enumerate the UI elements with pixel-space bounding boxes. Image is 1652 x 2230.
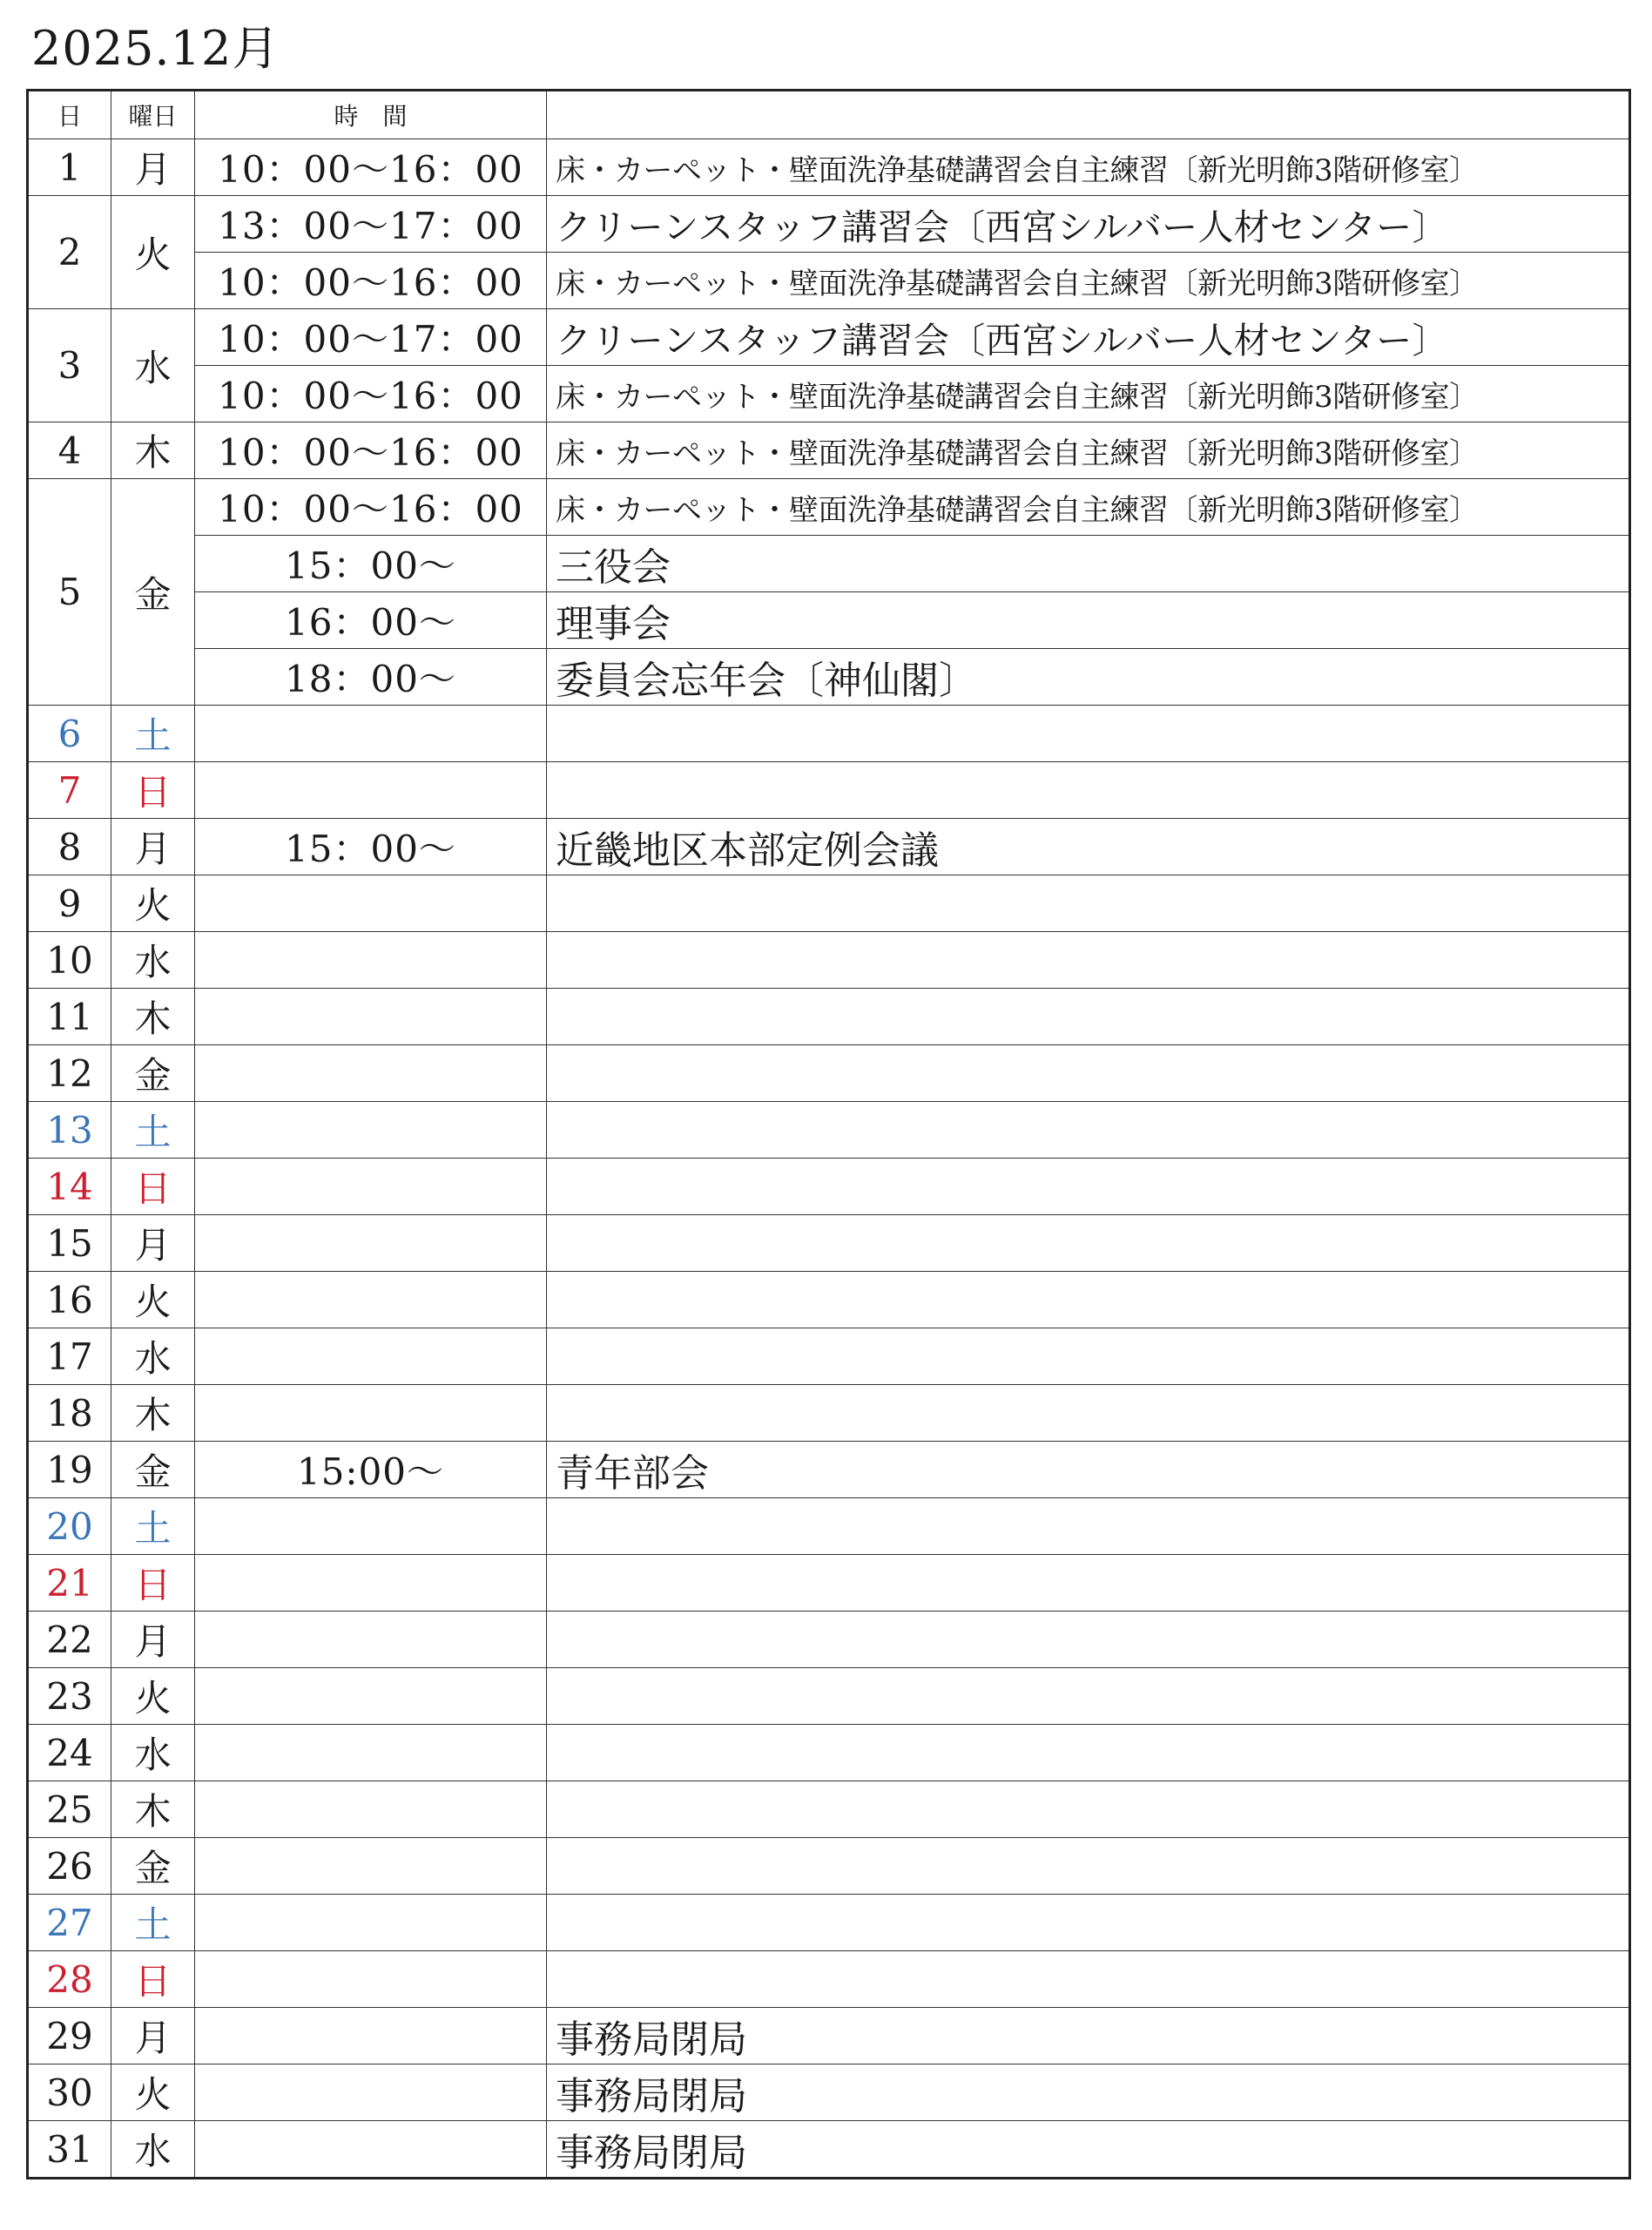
event-cell — [547, 1328, 1630, 1385]
time-cell: 10：00〜16：00 — [195, 366, 547, 422]
day-number: 25 — [28, 1781, 111, 1838]
day-number: 6 — [28, 706, 111, 762]
weekday: 金 — [111, 1838, 195, 1895]
day-row — [28, 1725, 1630, 1781]
day-number: 17 — [28, 1328, 111, 1385]
day-number: 4 — [28, 422, 111, 479]
weekday: 火 — [111, 1272, 195, 1328]
weekday: 金 — [111, 479, 195, 706]
time-cell — [195, 1159, 547, 1215]
event-cell — [547, 1951, 1630, 2008]
day-number: 29 — [28, 2008, 111, 2064]
day-row — [28, 1951, 1630, 2008]
day-number: 19 — [28, 1442, 111, 1498]
day-number: 11 — [28, 989, 111, 1045]
day-row — [28, 1781, 1630, 1838]
day-row — [28, 706, 1630, 762]
day-row — [28, 1442, 1630, 1498]
event-cell — [547, 1102, 1630, 1159]
event-cell: 事務局閉局 — [547, 2064, 1630, 2121]
day-row-extra-slot — [28, 592, 1630, 649]
time-cell: 10：00〜16：00 — [195, 253, 547, 309]
day-number: 8 — [28, 819, 111, 875]
day-number: 10 — [28, 932, 111, 989]
event-cell: 床・カーペット・壁面洗浄基礎講習会自主練習〔新光明飾3階研修室〕 — [547, 479, 1630, 536]
day-row — [28, 2064, 1630, 2121]
day-row — [28, 1498, 1630, 1555]
weekday: 水 — [111, 932, 195, 989]
time-cell — [195, 2121, 547, 2179]
event-cell: 三役会 — [547, 536, 1630, 592]
weekday: 木 — [111, 989, 195, 1045]
time-cell: 15：00〜 — [195, 819, 547, 875]
time-cell — [195, 932, 547, 989]
event-cell: 近畿地区本部定例会議 — [547, 819, 1630, 875]
weekday: 水 — [111, 2121, 195, 2179]
schedule-table — [26, 89, 1631, 2179]
weekday: 月 — [111, 1612, 195, 1668]
time-cell: 16：00〜 — [195, 592, 547, 649]
event-cell — [547, 1045, 1630, 1102]
header-time: 時 間 — [195, 91, 547, 139]
time-cell — [195, 1781, 547, 1838]
day-number: 21 — [28, 1555, 111, 1612]
event-cell — [547, 1781, 1630, 1838]
day-number: 7 — [28, 762, 111, 819]
time-cell: 15:00〜 — [195, 1442, 547, 1498]
weekday: 月 — [111, 819, 195, 875]
event-cell — [547, 1895, 1630, 1951]
day-row — [28, 1102, 1630, 1159]
day-number: 12 — [28, 1045, 111, 1102]
weekday: 土 — [111, 1102, 195, 1159]
time-cell: 15：00〜 — [195, 536, 547, 592]
time-cell: 10：00〜16：00 — [195, 479, 547, 536]
day-row — [28, 309, 1630, 366]
event-cell — [547, 1498, 1630, 1555]
time-cell — [195, 1102, 547, 1159]
day-row — [28, 989, 1630, 1045]
day-row-extra-slot — [28, 536, 1630, 592]
weekday: 木 — [111, 422, 195, 479]
day-number: 3 — [28, 309, 111, 422]
day-number: 9 — [28, 875, 111, 932]
event-cell: クリーンスタッフ講習会〔西宮シルバー人材センター〕 — [547, 309, 1630, 366]
time-cell — [195, 2064, 547, 2121]
day-number: 14 — [28, 1159, 111, 1215]
day-row — [28, 1045, 1630, 1102]
time-cell — [195, 1838, 547, 1895]
day-row — [28, 139, 1630, 196]
day-row — [28, 1159, 1630, 1215]
event-cell — [547, 1272, 1630, 1328]
time-cell: 10：00〜16：00 — [195, 422, 547, 479]
event-cell: 床・カーペット・壁面洗浄基礎講習会自主練習〔新光明飾3階研修室〕 — [547, 422, 1630, 479]
day-row — [28, 2008, 1630, 2064]
event-cell: 青年部会 — [547, 1442, 1630, 1498]
event-cell: 事務局閉局 — [547, 2121, 1630, 2179]
time-cell — [195, 1612, 547, 1668]
day-row — [28, 1895, 1630, 1951]
day-row — [28, 1328, 1630, 1385]
day-number: 24 — [28, 1725, 111, 1781]
event-cell — [547, 1555, 1630, 1612]
weekday: 水 — [111, 1328, 195, 1385]
event-cell — [547, 932, 1630, 989]
day-row — [28, 1272, 1630, 1328]
day-row-extra-slot — [28, 253, 1630, 309]
event-cell — [547, 875, 1630, 932]
day-row — [28, 1555, 1630, 1612]
day-number: 31 — [28, 2121, 111, 2179]
header-day: 日 — [28, 91, 111, 139]
time-cell — [195, 1895, 547, 1951]
weekday: 月 — [111, 2008, 195, 2064]
header-weekday: 曜日 — [111, 91, 195, 139]
time-cell — [195, 1328, 547, 1385]
day-row — [28, 422, 1630, 479]
time-cell — [195, 875, 547, 932]
day-row — [28, 875, 1630, 932]
event-cell: 床・カーペット・壁面洗浄基礎講習会自主練習〔新光明飾3階研修室〕 — [547, 139, 1630, 196]
weekday: 月 — [111, 1215, 195, 1272]
time-cell — [195, 1045, 547, 1102]
event-cell — [547, 706, 1630, 762]
time-cell: 13：00〜17：00 — [195, 196, 547, 253]
weekday: 水 — [111, 1725, 195, 1781]
day-number: 2 — [28, 196, 111, 309]
weekday: 水 — [111, 309, 195, 422]
day-row — [28, 762, 1630, 819]
event-cell — [547, 762, 1630, 819]
day-number: 30 — [28, 2064, 111, 2121]
weekday: 日 — [111, 1159, 195, 1215]
time-cell — [195, 1385, 547, 1442]
day-number: 20 — [28, 1498, 111, 1555]
event-cell — [547, 1215, 1630, 1272]
event-cell — [547, 1159, 1630, 1215]
weekday: 土 — [111, 706, 195, 762]
time-cell: 10：00〜17：00 — [195, 309, 547, 366]
event-cell: 事務局閉局 — [547, 2008, 1630, 2064]
event-cell — [547, 1385, 1630, 1442]
day-number: 22 — [28, 1612, 111, 1668]
event-cell — [547, 1838, 1630, 1895]
event-cell — [547, 989, 1630, 1045]
day-row — [28, 1385, 1630, 1442]
day-number: 5 — [28, 479, 111, 706]
weekday: 木 — [111, 1781, 195, 1838]
day-number: 26 — [28, 1838, 111, 1895]
day-row — [28, 1612, 1630, 1668]
day-number: 13 — [28, 1102, 111, 1159]
weekday: 日 — [111, 1555, 195, 1612]
weekday: 火 — [111, 2064, 195, 2121]
day-row — [28, 1215, 1630, 1272]
time-cell — [195, 989, 547, 1045]
time-cell — [195, 1668, 547, 1725]
day-row — [28, 1838, 1630, 1895]
day-row — [28, 819, 1630, 875]
day-number: 1 — [28, 139, 111, 196]
event-cell: 床・カーペット・壁面洗浄基礎講習会自主練習〔新光明飾3階研修室〕 — [547, 366, 1630, 422]
weekday: 月 — [111, 139, 195, 196]
header-row — [28, 91, 1630, 139]
time-cell — [195, 1498, 547, 1555]
weekday: 日 — [111, 1951, 195, 2008]
weekday: 木 — [111, 1385, 195, 1442]
event-cell — [547, 1612, 1630, 1668]
schedule-body — [28, 139, 1630, 2179]
time-cell — [195, 1725, 547, 1781]
event-cell: 委員会忘年会〔神仙閣〕 — [547, 649, 1630, 706]
weekday: 土 — [111, 1895, 195, 1951]
weekday: 火 — [111, 1668, 195, 1725]
day-row — [28, 479, 1630, 536]
day-number: 23 — [28, 1668, 111, 1725]
weekday: 土 — [111, 1498, 195, 1555]
day-number: 27 — [28, 1895, 111, 1951]
weekday: 火 — [111, 875, 195, 932]
time-cell — [195, 1555, 547, 1612]
day-row-extra-slot — [28, 366, 1630, 422]
time-cell — [195, 1951, 547, 2008]
day-row-extra-slot — [28, 649, 1630, 706]
event-cell: 床・カーペット・壁面洗浄基礎講習会自主練習〔新光明飾3階研修室〕 — [547, 253, 1630, 309]
weekday: 日 — [111, 762, 195, 819]
event-cell — [547, 1668, 1630, 1725]
time-cell — [195, 1272, 547, 1328]
day-number: 16 — [28, 1272, 111, 1328]
day-row — [28, 1668, 1630, 1725]
time-cell: 10：00〜16：00 — [195, 139, 547, 196]
day-row — [28, 932, 1630, 989]
event-cell: クリーンスタッフ講習会〔西宮シルバー人材センター〕 — [547, 196, 1630, 253]
day-row — [28, 2121, 1630, 2179]
day-number: 28 — [28, 1951, 111, 2008]
event-cell: 理事会 — [547, 592, 1630, 649]
weekday: 金 — [111, 1442, 195, 1498]
weekday: 火 — [111, 196, 195, 309]
time-cell — [195, 762, 547, 819]
time-cell — [195, 706, 547, 762]
event-cell — [547, 1725, 1630, 1781]
time-cell — [195, 2008, 547, 2064]
header-event — [547, 91, 1630, 139]
day-number: 15 — [28, 1215, 111, 1272]
day-number: 18 — [28, 1385, 111, 1442]
weekday: 金 — [111, 1045, 195, 1102]
page-title: 2025.12月 — [31, 21, 280, 76]
time-cell — [195, 1215, 547, 1272]
time-cell: 18：00〜 — [195, 649, 547, 706]
day-row — [28, 196, 1630, 253]
